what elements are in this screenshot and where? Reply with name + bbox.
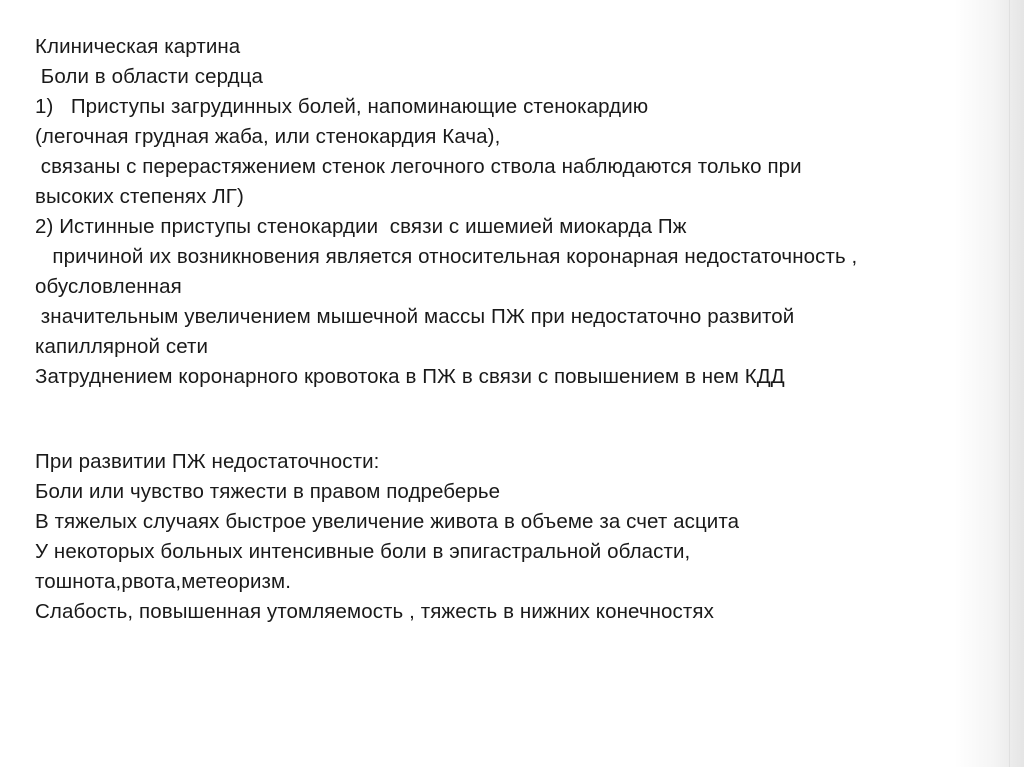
text-line: 2) Истинные приступы стенокардии связи с ишемией миокарда Пж bbox=[35, 215, 687, 238]
text-line: Боли в области сердца bbox=[35, 65, 264, 88]
text-line: У некоторых больных интенсивные боли в эпигастральной области, bbox=[35, 540, 691, 563]
text-line: В тяжелых случаях быстрое увеличение живота в объеме за счет асцита bbox=[35, 510, 740, 533]
text-line: Слабость, повышенная утомляемость , тяжесть в нижних конечностях bbox=[35, 600, 714, 623]
text-line: связаны с перерастяжением стенок легочного ствола наблюдаются только при bbox=[35, 155, 802, 178]
text-line: капиллярной сети bbox=[35, 335, 209, 358]
text-line: Боли или чувство тяжести в правом подреберье bbox=[35, 480, 501, 503]
text-line: Затруднением коронарного кровотока в ПЖ в связи с повышением в нем КДД bbox=[35, 365, 785, 388]
text-line: высоких степенях ЛГ) bbox=[35, 185, 244, 208]
page-edge-shadow bbox=[954, 0, 1024, 767]
text-line: тошнота,рвота,метеоризм. bbox=[35, 570, 292, 593]
text-block-rv-failure bbox=[35, 447, 739, 627]
text-line: значительным увеличением мышечной массы ПЖ при недостаточно развитой bbox=[35, 305, 795, 328]
text-line: обусловленная bbox=[35, 275, 182, 298]
text-line: 1) Приступы загрудинных болей, напоминающие стенокардию bbox=[35, 95, 649, 118]
text-line: (легочная грудная жаба, или стенокардия Кача), bbox=[35, 125, 501, 148]
text-line: причиной их возникновения является относительная коронарная недостаточность , bbox=[35, 245, 858, 268]
page-edge-line bbox=[1009, 0, 1010, 767]
text-block-clinical-picture bbox=[35, 32, 857, 392]
section-heading: При развитии ПЖ недостаточности: bbox=[35, 450, 380, 473]
slide-title: Клиническая картина bbox=[35, 35, 241, 58]
